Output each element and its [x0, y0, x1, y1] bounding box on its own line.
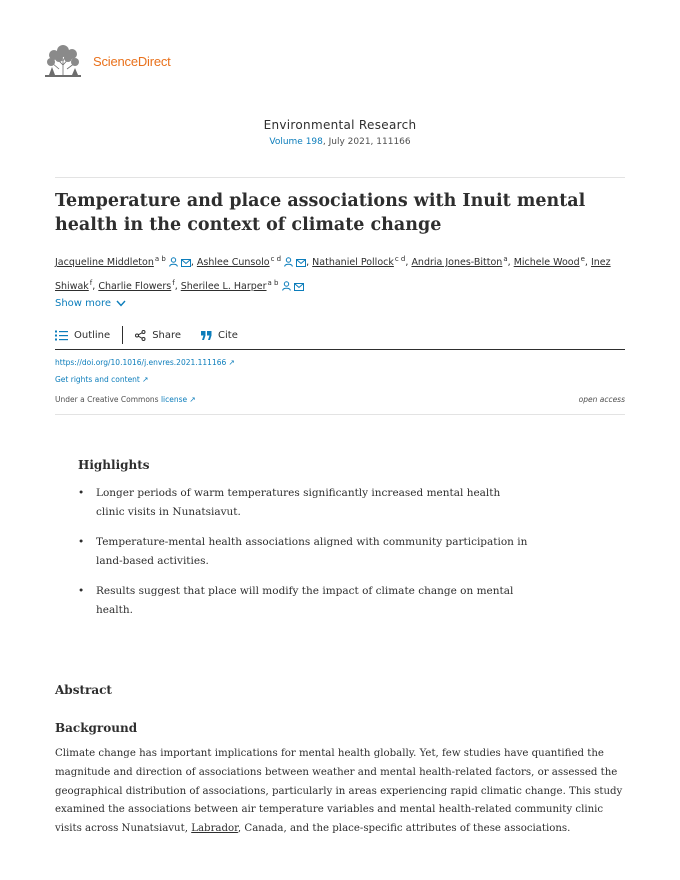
author-name[interactable]: Inez Shiwak — [55, 257, 611, 293]
external-link-icon: ↗ — [142, 375, 149, 384]
elsevier-tree-icon — [43, 43, 83, 79]
sciencedirect-logo[interactable] — [43, 43, 171, 79]
divider — [55, 414, 625, 415]
author-affiliation[interactable]: a b — [267, 279, 279, 288]
volume-link[interactable]: Volume 198 — [269, 137, 323, 147]
share-button[interactable] — [135, 330, 181, 341]
journal-volume-info — [0, 137, 680, 147]
background-heading: Background — [55, 721, 138, 735]
divider — [55, 177, 625, 178]
journal-date-article: , July 2021, 111166 — [322, 137, 411, 147]
person-icon[interactable] — [282, 280, 291, 298]
toolbar-divider — [55, 349, 625, 350]
outline-label: Outline — [74, 329, 111, 341]
person-icon[interactable] — [284, 256, 293, 274]
license-prefix: Under a Creative Commons — [55, 395, 161, 404]
outline-button[interactable] — [55, 330, 110, 341]
share-label: Share — [152, 329, 182, 341]
list-item — [78, 533, 528, 571]
author-affiliation[interactable]: a b — [154, 255, 166, 263]
doi-link[interactable] — [55, 358, 235, 367]
author-entry — [411, 257, 507, 268]
bullet: • — [78, 585, 85, 597]
abstract-text — [55, 745, 625, 839]
highlights-list — [78, 484, 528, 631]
share-icon — [135, 330, 146, 341]
toolbar-separator — [122, 326, 123, 344]
article-toolbar — [55, 326, 238, 344]
bullet: • — [78, 487, 85, 499]
author-entry — [55, 257, 191, 268]
author-name[interactable]: Charlie Flowers — [98, 281, 172, 293]
show-more-label: Show more — [55, 298, 112, 309]
abstract-text-part: , Canada, and the place-specific attributes of these associations. — [237, 823, 571, 835]
article-title: Temperature and place associations with Inuit mental health in the context of climate change — [55, 191, 586, 235]
author-name[interactable]: Ashlee Cunsolo — [196, 257, 270, 269]
author-name[interactable]: Andria Jones-Bitton — [411, 257, 503, 269]
rights-link[interactable] — [55, 375, 149, 384]
license-link[interactable]: license — [160, 395, 188, 404]
doi-text: https://doi.org/10.1016/j.envres.2021.111166 — [55, 358, 227, 367]
journal-header — [0, 118, 680, 147]
brand-name: ScienceDirect — [93, 53, 171, 69]
author-entry — [181, 281, 304, 292]
author-list: Jacqueline Middleton$^{a b}$ , Ashlee Cunsolo$^{c d}$ , Nathaniel Pollock$^{c d}$, Andria Jones-Bitton$^a$, Michele Wood$^e$, Inez Shiwak$^f$, Charlie Flowers$^f$, Sherilee L. Harper$^{a b}$ — [55, 250, 630, 298]
open-access-badge: open access — [578, 395, 625, 404]
person-icon[interactable] — [169, 256, 178, 274]
author-affiliation[interactable]: f — [172, 279, 175, 288]
author-affiliation[interactable]: f — [89, 279, 93, 288]
list-icon — [55, 330, 68, 341]
highlights-heading: Highlights — [78, 458, 150, 472]
external-link-icon: ↗ — [228, 358, 235, 367]
list-item — [78, 582, 528, 620]
labrador-link[interactable]: Labrador — [191, 823, 238, 835]
author-affiliation[interactable]: c d — [270, 255, 282, 263]
author-affiliation[interactable]: c d — [394, 255, 406, 263]
highlight-text: Longer periods of warm temperatures significantly increased mental health clinic visits in Nunatsiavut. — [96, 487, 501, 518]
license-info — [55, 395, 196, 404]
author-entry — [312, 257, 405, 268]
mail-icon[interactable] — [294, 280, 304, 298]
journal-name[interactable]: Environmental Research — [263, 118, 417, 132]
author-entry — [514, 257, 585, 268]
bullet: • — [78, 536, 85, 548]
author-name[interactable]: Michele Wood — [513, 257, 580, 269]
mail-icon[interactable] — [181, 256, 191, 274]
external-link-icon: ↗ — [189, 395, 196, 404]
list-item — [78, 484, 528, 522]
cite-button[interactable] — [201, 330, 238, 341]
highlight-text: Results suggest that place will modify the impact of climate change on mental health. — [96, 585, 514, 616]
author-name[interactable]: Sherilee L. Harper — [180, 281, 267, 293]
author-entry — [197, 257, 306, 268]
rights-text: Get rights and content — [55, 375, 140, 384]
mail-icon[interactable] — [296, 256, 306, 274]
author-name[interactable]: Jacqueline Middleton — [55, 257, 154, 269]
author-affiliation[interactable]: a — [503, 255, 508, 263]
author-name[interactable]: Nathaniel Pollock — [312, 257, 394, 269]
cite-label: Cite — [218, 329, 238, 341]
quote-icon — [201, 331, 212, 340]
abstract-heading: Abstract — [55, 683, 112, 697]
author-affiliation[interactable]: e — [580, 255, 585, 263]
abstract-text-part: Climate change has important implications for mental health globally. Yet, few studies have quantified the magnitude and direction of associations between weather and mental health-related factors, or assessed the geographical distribution of associations, particularly in areas experiencing rapid climatic change. This study examined the associations between air temperature variables and mental health-related community clinic visits across Nunatsiavut, — [55, 748, 623, 835]
highlight-text: Temperature-mental health associations aligned with community participation in land-based activities. — [96, 536, 528, 567]
chevron-down-icon — [116, 300, 126, 307]
show-more-button[interactable] — [55, 298, 126, 309]
author-entry — [98, 281, 174, 292]
